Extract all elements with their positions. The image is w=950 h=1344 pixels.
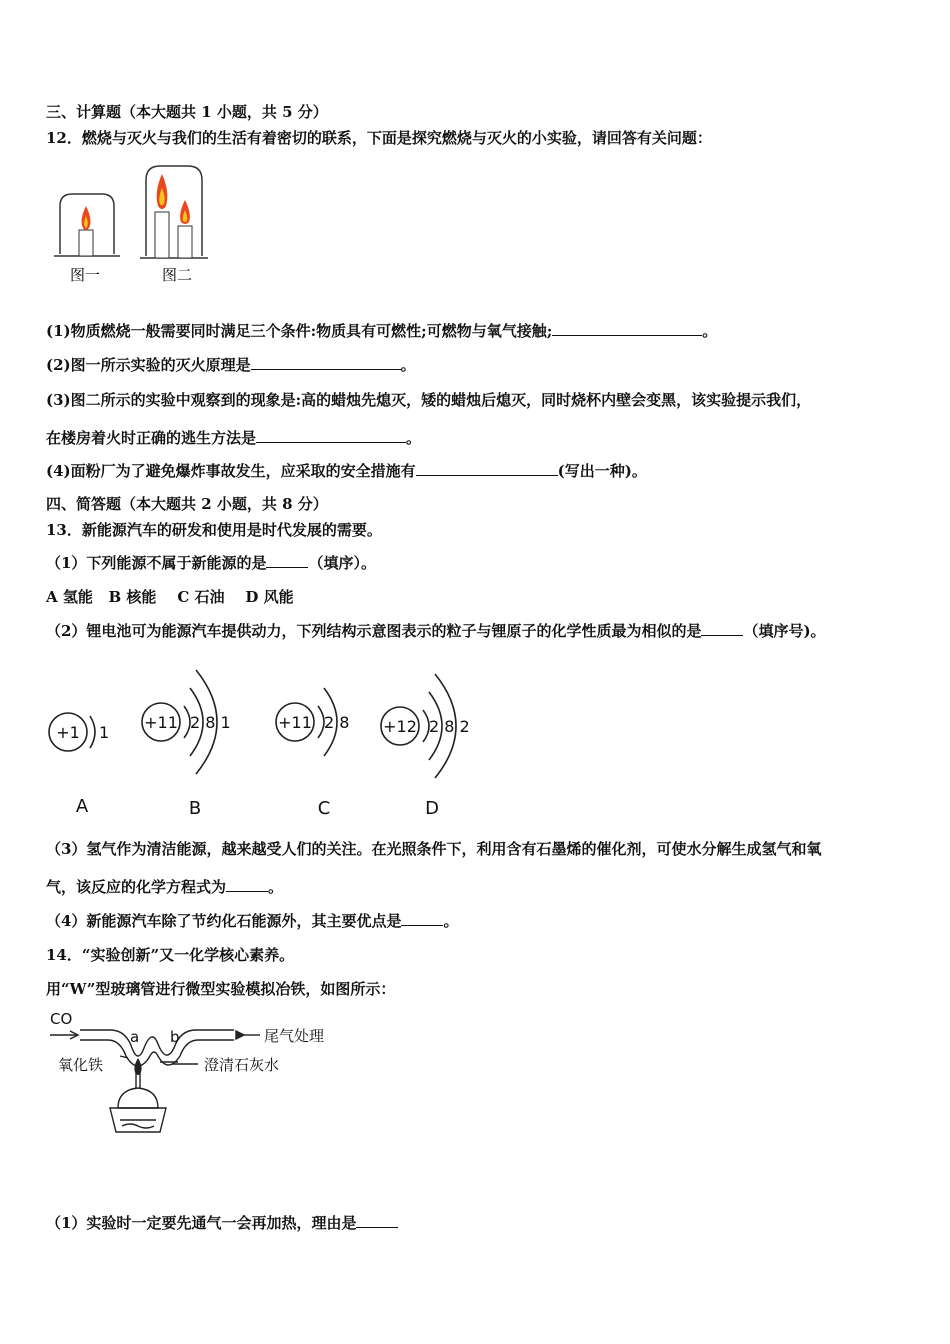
atom-a-nucleus: +1 — [56, 723, 80, 742]
atom-a-shells: 1 — [99, 723, 110, 742]
candle-figures — [48, 162, 218, 290]
fig2-label: 图二 — [162, 266, 193, 284]
answer-blank[interactable] — [226, 877, 268, 892]
iron-oxide-label: 氧化铁 — [58, 1056, 104, 1074]
q12-part2: (2)图一所示实验的灭火原理是 。 — [46, 356, 416, 374]
atom-structure-diagrams — [44, 660, 504, 820]
q13-part3b: 气，该反应的化学方程式为 。 — [46, 878, 284, 896]
atom-c-shells: 2 8 — [324, 713, 350, 732]
w-tube-apparatus — [48, 1008, 348, 1140]
q12-part4: (4)面粉厂为了避免爆炸事故发生，应采取的安全措施有 (写出一种)。 — [46, 462, 647, 480]
q13-part3a: （3）氢气作为清洁能源，越来越受人们的关注。在光照条件下，利用含有石墨烯的催化剂，可使水分解生成氢气和氧 — [46, 840, 822, 858]
co-label: CO — [50, 1010, 73, 1028]
atom-b-nucleus: +11 — [144, 713, 178, 732]
candle-experiment-drawing — [48, 162, 218, 290]
q12-part3b: 在楼房着火时正确的逃生方法是 。 — [46, 429, 422, 447]
atom-d-shells: 2 8 2 — [429, 717, 470, 736]
q12-part1: (1)物质燃烧一般需要同时满足三个条件:物质具有可燃性;可燃物与氧气接触; 。 — [46, 322, 718, 340]
q13-part2: （2）锂电池可为能源汽车提供动力，下列结构示意图表示的粒子与锂原子的化学性质最为相似的是 （填序号)。 — [46, 622, 826, 640]
atom-diagram-set — [44, 660, 504, 820]
q14-stem: 14．“实验创新”又一化学核心素养。 — [46, 946, 295, 964]
q13-options: A 氢能 B 核能 C 石油 D 风能 — [46, 588, 294, 606]
answer-blank[interactable] — [251, 355, 401, 370]
atom-b-shells: 2 8 1 — [190, 713, 231, 732]
answer-blank[interactable] — [416, 461, 558, 476]
limewater-label: 澄清石灰水 — [204, 1056, 280, 1074]
section-3-heading: 三、计算题（本大题共 1 小题，共 5 分） — [46, 103, 328, 121]
answer-blank[interactable] — [401, 911, 443, 926]
point-a-label: a — [130, 1028, 140, 1046]
answer-blank[interactable] — [356, 1213, 398, 1228]
answer-blank[interactable] — [552, 321, 702, 336]
q13-part4: （4）新能源汽车除了节约化石能源外，其主要优点是 。 — [46, 912, 459, 930]
section-4-heading: 四、简答题（本大题共 2 小题，共 8 分） — [46, 495, 328, 513]
w-tube-drawing — [48, 1008, 348, 1140]
atom-d-nucleus: +12 — [383, 717, 417, 736]
answer-blank[interactable] — [256, 428, 406, 443]
q13-part1: （1）下列能源不属于新能源的是 （填序）。 — [46, 554, 376, 572]
q12-stem: 12．燃烧与灭火与我们的生活有着密切的联系，下面是探究燃烧与灭火的小实验，请回答有关问题： — [46, 129, 712, 147]
fig1-label: 图一 — [70, 266, 101, 284]
atom-a-label: A — [75, 796, 89, 817]
q13-stem: 13．新能源汽车的研发和使用是时代发展的需要。 — [46, 521, 382, 539]
q14-part1: （1）实验时一定要先通气一会再加热，理由是 — [46, 1213, 398, 1233]
point-b-label: b — [170, 1028, 180, 1046]
atom-d-label: D — [425, 798, 439, 819]
answer-blank[interactable] — [701, 621, 743, 636]
q12-part3a: (3)图二所示的实验中观察到的现象是:高的蜡烛先熄灭，矮的蜡烛后熄灭，同时烧杯内壁会变黑，该实验提示我们， — [46, 391, 812, 409]
atom-c-nucleus: +11 — [278, 713, 312, 732]
tail-gas-label: 尾气处理 — [264, 1027, 325, 1045]
answer-blank[interactable] — [266, 553, 308, 568]
q14-intro: 用“W”型玻璃管进行微型实验模拟冶铁，如图所示： — [46, 980, 396, 998]
atom-c-label: C — [317, 798, 331, 819]
atom-b-label: B — [188, 798, 202, 819]
